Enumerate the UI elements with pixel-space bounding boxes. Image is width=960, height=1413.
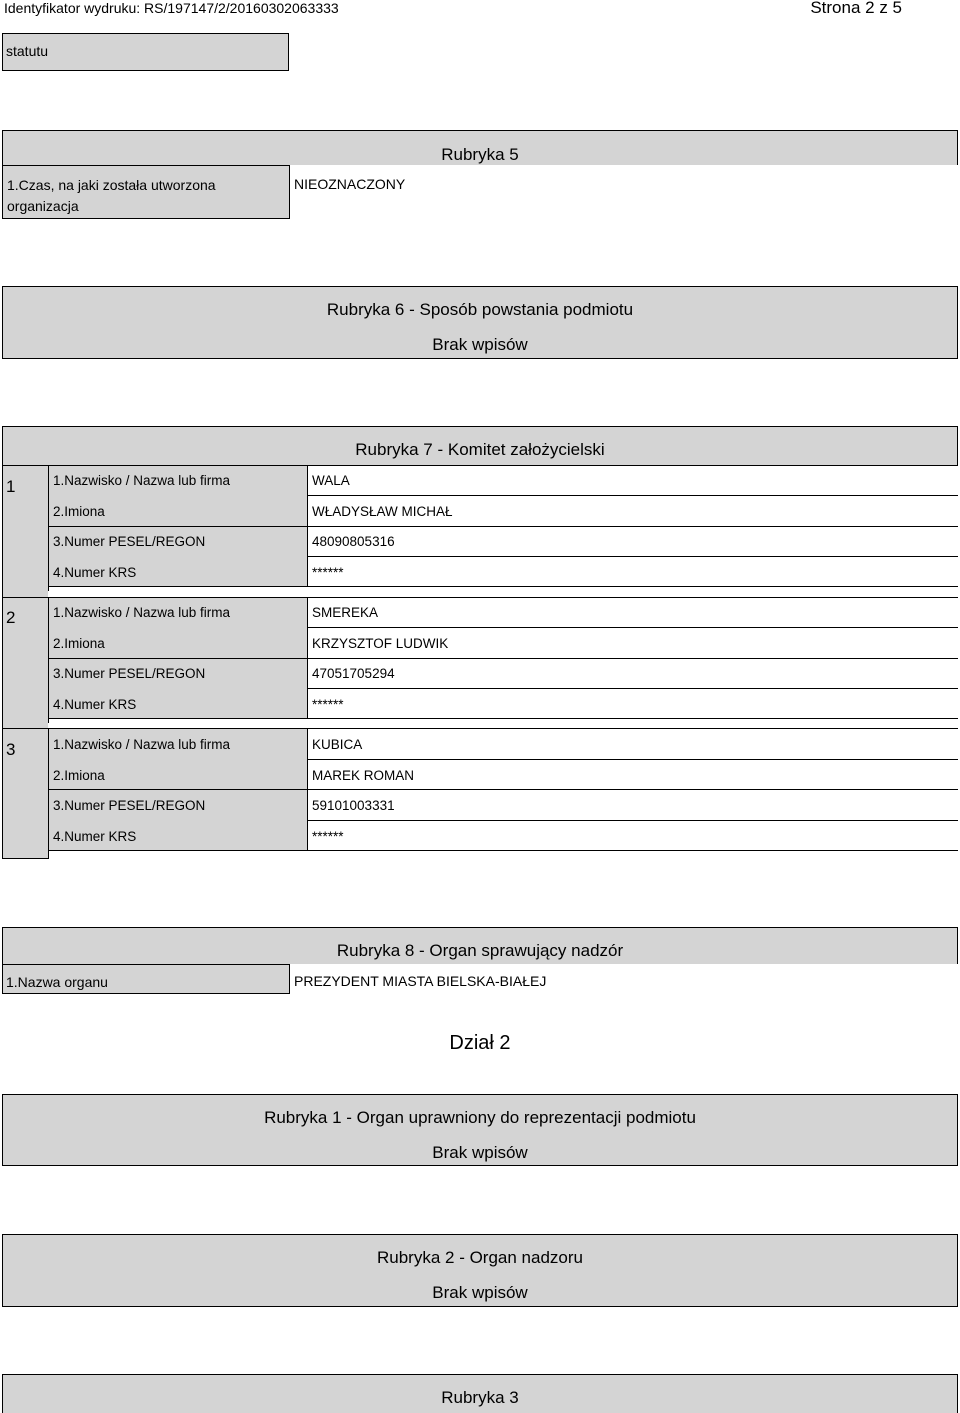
rubryka-5-title: Rubryka 5 [441, 145, 519, 164]
pesel-label: 3.Numer PESEL/REGON [53, 666, 206, 681]
rubryka-8-label: 1.Nazwa organu [6, 974, 108, 990]
entry-number: 3 [6, 740, 16, 759]
given-names-value: WŁADYSŁAW MICHAŁ [312, 504, 453, 519]
rubryka-7-title: Rubryka 7 - Komitet założycielski [355, 440, 605, 459]
d2-rubryka-1-title: Rubryka 1 - Organ uprawniony do reprezentacji podmiotu [264, 1108, 696, 1127]
entry-number: 2 [6, 608, 16, 627]
rubryka-8-value: PREZYDENT MIASTA BIELSKA-BIAŁEJ [294, 973, 547, 989]
pesel-value: 47051705294 [312, 666, 395, 681]
krs-value: ****** [312, 829, 344, 844]
pesel-value: 59101003331 [312, 798, 395, 813]
krs-value: ****** [312, 565, 344, 580]
name-label: 1.Nazwisko / Nazwa lub firma [53, 737, 231, 752]
d2-rubryka-1-section [2, 1094, 958, 1166]
d2-rubryka-2-section [2, 1234, 958, 1307]
pesel-label: 3.Numer PESEL/REGON [53, 534, 206, 549]
given-names-label: 2.Imiona [53, 636, 105, 651]
rubryka-6-title: Rubryka 6 - Sposób powstania podmiotu [326, 300, 634, 319]
given-names-value: MAREK ROMAN [312, 768, 415, 783]
d2-rubryka-1-empty: Brak wpisów [432, 1143, 528, 1162]
rubryka-6-empty: Brak wpisów [432, 335, 528, 354]
given-names-label: 2.Imiona [53, 504, 105, 519]
rubryka-5-value: NIEOZNACZONY [294, 176, 406, 192]
rubryka-5-label-2: organizacja [7, 198, 79, 214]
pesel-label: 3.Numer PESEL/REGON [53, 798, 206, 813]
krs-label: 4.Numer KRS [53, 565, 137, 580]
section-heading: Dział 2 [449, 1032, 511, 1054]
d2-rubryka-2-title: Rubryka 2 - Organ nadzoru [377, 1248, 583, 1267]
d2-rubryka-2-empty: Brak wpisów [432, 1283, 528, 1302]
entry-number: 1 [6, 477, 16, 496]
pesel-value: 48090805316 [312, 534, 395, 549]
d2-rubryka-3-section [2, 1374, 958, 1413]
krs-label: 4.Numer KRS [53, 697, 137, 712]
rubryka-5-label-1: 1.Czas, na jaki została utworzona [7, 177, 216, 193]
given-names-label: 2.Imiona [53, 768, 105, 783]
rubryka-8-title: Rubryka 8 - Organ sprawujący nadzór [336, 941, 624, 960]
name-value: SMEREKA [312, 605, 379, 620]
rubryka-8-section [2, 927, 958, 994]
krs-value: ****** [312, 697, 344, 712]
rubryka-5-section [2, 130, 958, 219]
name-value: WALA [312, 473, 350, 488]
name-value: KUBICA [312, 737, 363, 752]
d2-rubryka-3-title: Rubryka 3 [441, 1388, 519, 1407]
name-label: 1.Nazwisko / Nazwa lub firma [53, 473, 231, 488]
page-number: Strona 2 z 5 [810, 0, 902, 17]
rubryka-6-section [2, 286, 958, 359]
name-label: 1.Nazwisko / Nazwa lub firma [53, 605, 231, 620]
statutu-cell [2, 33, 289, 71]
print-identifier: Identyfikator wydruku: RS/197147/2/20160302063333 [4, 0, 339, 16]
krs-label: 4.Numer KRS [53, 829, 137, 844]
statutu-label: statutu [6, 43, 49, 59]
given-names-value: KRZYSZTOF LUDWIK [312, 636, 449, 651]
rubryka-7-section [2, 426, 958, 859]
